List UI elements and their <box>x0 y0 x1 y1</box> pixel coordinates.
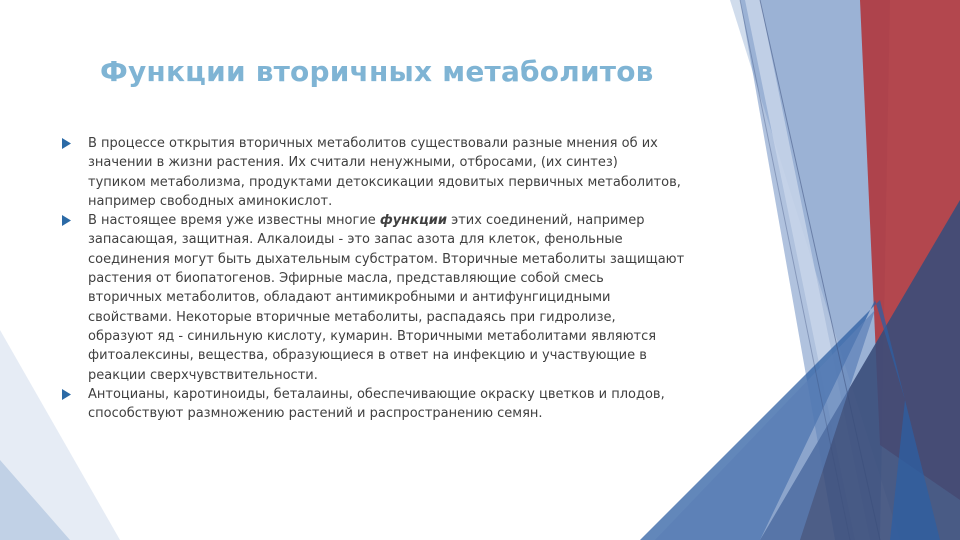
text-line: соединения могут быть дыхательным субстратом. Вторичные метаболиты защищают <box>88 251 685 267</box>
triangle-right-icon <box>62 215 71 226</box>
text-line: реакции сверхчувствительности. <box>88 367 318 383</box>
text-line <box>88 211 720 230</box>
text-line: Антоцианы, каротиноиды, беталаины, обеспечивающие окраску цветков и плодов, <box>88 386 665 402</box>
bullet-item <box>60 211 720 385</box>
emphasis-text: функции <box>379 213 447 229</box>
bullet-item <box>60 385 720 424</box>
text-line: вторичных метаболитов, обладают антимикробными и антифунгицидными <box>88 290 611 306</box>
text-line: например свободных аминокислот. <box>88 193 333 209</box>
text-segment: В настоящее время уже известны многие <box>88 213 380 229</box>
text-line: свойствами. Некоторые вторичные метаболиты, распадаясь при гидролизе, <box>88 309 616 325</box>
text-line: запасающая, защитная. Алкалоиды - это запас азота для клеток, фенольные <box>88 232 623 248</box>
text-line: образуют яд - синильную кислоту, кумарин. Вторичными метаболитами являются <box>88 328 657 344</box>
bullet-item <box>60 134 720 211</box>
slide-title: Функции вторичных метаболитов <box>100 55 654 88</box>
text-line: значении в жизни растения. Их считали ненужными, отбросами, (их синтез) <box>88 155 618 171</box>
bullet-list <box>60 134 720 423</box>
triangle-right-icon <box>62 389 71 400</box>
triangle-right-icon <box>62 138 71 149</box>
text-line: В процессе открытия вторичных метаболитов существовали разные мнения об их <box>88 136 658 151</box>
text-line: растения от биопатогенов. Эфирные масла, представляющие собой смесь <box>88 271 604 287</box>
text-segment: этих соединений, например <box>446 213 645 229</box>
text-line: фитоалексины, вещества, образующиеся в ответ на инфекцию и участвующие в <box>88 348 647 364</box>
text-line: тупиком метаболизма, продуктами детоксикации ядовитых первичных метаболитов, <box>88 174 681 190</box>
text-line: способствуют размножению растений и распространению семян. <box>88 406 543 422</box>
